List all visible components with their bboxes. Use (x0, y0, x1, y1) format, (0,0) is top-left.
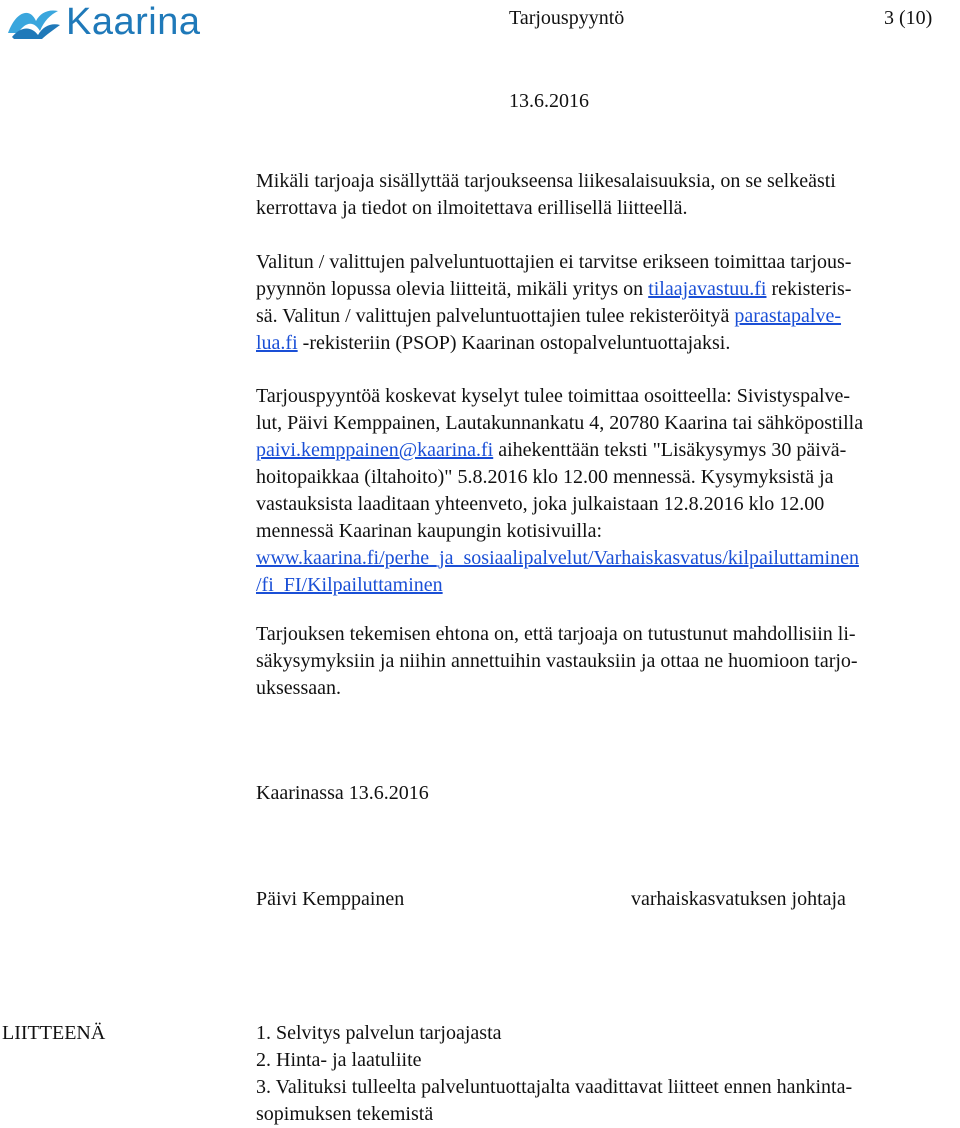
text-line: hoitopaikkaa (iltahoito)" 5.8.2016 klo 12.00 mennessä. Kysymyksistä ja (256, 466, 834, 488)
attachment-item: sopimuksen tekemistä (256, 1103, 434, 1125)
document-title: Tarjouspyyntö (509, 7, 625, 29)
attachment-item: 1. Selvitys palvelun tarjoajasta (256, 1022, 502, 1044)
text-line: mennessä Kaarinan kaupungin kotisivuilla: (256, 520, 603, 542)
text-line: vastauksista laaditaan yhteenveto, joka julkaistaan 12.8.2016 klo 12.00 (256, 493, 825, 515)
attachment-item: 2. Hinta- ja laatuliite (256, 1049, 422, 1071)
kaarina-wave-icon (6, 3, 62, 41)
logo-text: Kaarina (66, 1, 201, 43)
attachments-heading: LIITTEENÄ (2, 1022, 106, 1044)
text-line (256, 276, 956, 303)
text-fragment: rekisteris- (766, 278, 852, 300)
text-line (256, 572, 956, 599)
text-line (256, 437, 956, 464)
text-line: kerrottava ja tiedot on ilmoitettava erillisellä liitteellä. (256, 197, 688, 219)
text-fragment: -rekisteriin (PSOP) Kaarinan ostopalveluntuottajaksi. (297, 332, 731, 354)
kaarina-logo (6, 2, 200, 42)
document-date: 13.6.2016 (509, 90, 589, 112)
text-line: Valitun / valittujen palveluntuottajien ei tarvitse erikseen toimittaa tarjous- (256, 251, 852, 273)
text-line: Mikäli tarjoaja sisällyttää tarjoukseensa liikesalaisuuksia, on se selkeästi (256, 170, 836, 192)
text-line: lut, Päivi Kemppainen, Lautakunnankatu 4, 20780 Kaarina tai sähköpostilla (256, 412, 864, 434)
tilaajavastuu-link[interactable]: tilaajavastuu.fi (648, 278, 767, 300)
text-line (256, 545, 956, 572)
place-and-date: Kaarinassa 13.6.2016 (256, 782, 429, 804)
attachment-item: 3. Valituksi tulleelta palveluntuottajalta vaadittavat liitteet ennen hankinta- (256, 1076, 853, 1098)
page-number: 3 (10) (884, 7, 933, 29)
paragraph-business-secrets (256, 168, 956, 222)
paragraph-registration (256, 249, 956, 357)
text-line (256, 303, 956, 330)
text-fragment: pyynnön lopussa olevia liitteitä, mikäli yritys on (256, 278, 649, 300)
text-line: Tarjouksen tekemisen ehtona on, että tarjoaja on tutustunut mahdollisiin li- (256, 623, 856, 645)
kaarina-url-link-part2[interactable]: /fi_FI/Kilpailuttaminen (256, 574, 443, 596)
attachments-list (256, 1020, 852, 1128)
text-fragment: sä. Valitun / valittujen palveluntuottajien tulee rekisteröityä (256, 305, 735, 327)
parastapalvelua-link-part1[interactable]: parastapalve- (734, 305, 842, 327)
text-line (256, 330, 956, 357)
paragraph-inquiries (256, 383, 956, 599)
signer-name: Päivi Kemppainen (256, 888, 405, 910)
paragraph-conditions (256, 621, 956, 702)
email-link[interactable]: paivi.kemppainen@kaarina.fi (256, 439, 494, 461)
parastapalvelua-link-part2[interactable]: lua.fi (256, 332, 298, 354)
text-fragment: aihekenttään teksti "Lisäkysymys 30 päivä- (493, 439, 847, 461)
text-line: uksessaan. (256, 677, 341, 699)
text-line: säkysymyksiin ja niihin annettuihin vastauksiin ja ottaa ne huomioon tarjo- (256, 650, 858, 672)
kaarina-url-link-part1[interactable]: www.kaarina.fi/perhe_ja_sosiaalipalvelut/Varhaiskasvatus/kilpailuttaminen (256, 547, 859, 569)
text-line: Tarjouspyyntöä koskevat kyselyt tulee toimittaa osoitteella: Sivistyspalve- (256, 385, 851, 407)
signer-title: varhaiskasvatuksen johtaja (631, 888, 846, 910)
